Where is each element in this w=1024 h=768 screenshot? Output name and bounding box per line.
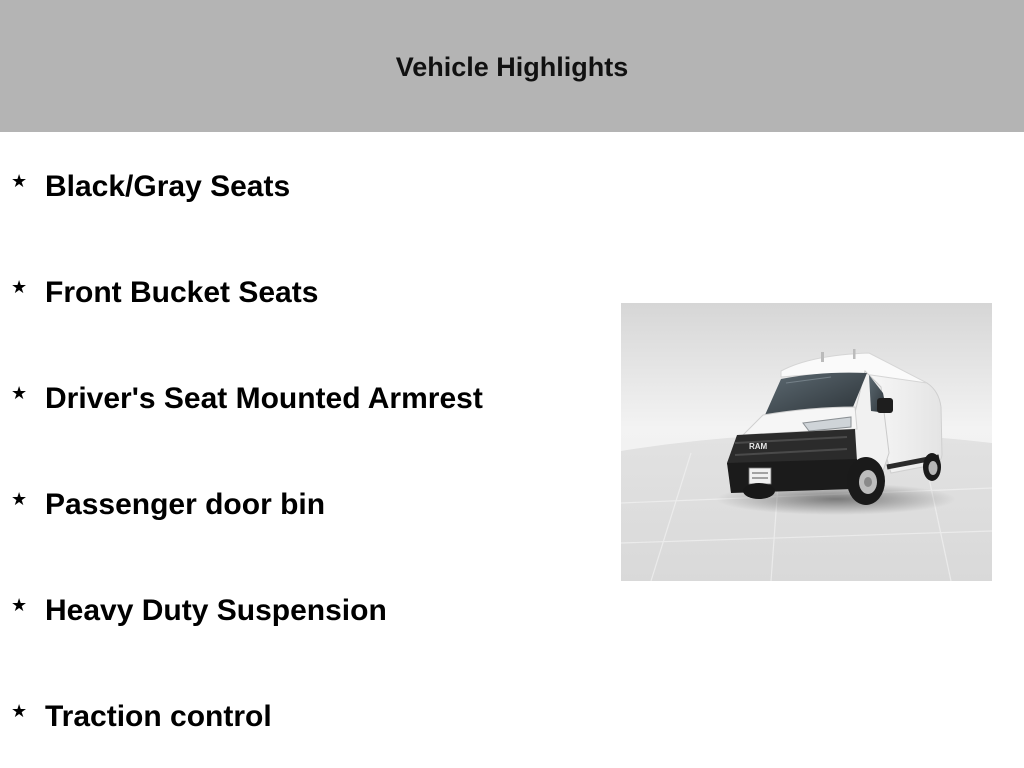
license-plate xyxy=(749,468,771,484)
rear-wheel xyxy=(923,453,941,481)
list-item xyxy=(0,699,600,739)
grille-badge: RAM xyxy=(749,442,768,451)
highlight-label: Black/Gray Seats xyxy=(45,170,291,203)
list-item xyxy=(0,487,600,527)
star-icon: ★ xyxy=(11,701,28,722)
front-wheel xyxy=(847,457,885,505)
vehicle-photo xyxy=(621,303,992,581)
front-left-wheel xyxy=(743,483,775,499)
highlight-label: Passenger door bin xyxy=(45,488,326,521)
header-bar xyxy=(0,0,1024,132)
star-icon: ★ xyxy=(11,383,28,404)
highlight-label: Driver's Seat Mounted Armrest xyxy=(45,382,483,415)
list-item xyxy=(0,275,600,315)
list-item xyxy=(0,169,600,209)
highlight-label: Heavy Duty Suspension xyxy=(45,594,387,627)
star-icon: ★ xyxy=(11,595,28,616)
star-icon: ★ xyxy=(11,171,28,192)
list-item xyxy=(0,593,600,633)
highlight-label: Front Bucket Seats xyxy=(45,276,319,309)
list-item xyxy=(0,381,600,421)
side-mirror xyxy=(877,398,893,413)
star-icon: ★ xyxy=(11,489,28,510)
page-title: Vehicle Highlights xyxy=(395,51,629,82)
star-icon: ★ xyxy=(11,277,28,298)
highlight-label: Traction control xyxy=(45,700,272,733)
